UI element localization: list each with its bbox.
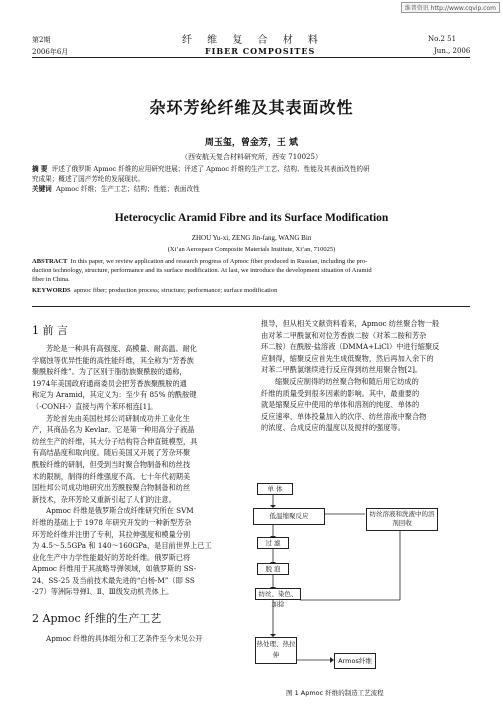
flow-box-polymerization [253, 508, 325, 525]
journal-title-cn: 纤 维 复 合 材 料 [182, 35, 324, 46]
body-line: 就是缩聚反应中使用的单体和溶剂的纯度、单体的 [261, 400, 420, 410]
body-line: 业化生产中力学性能最好的芳纶纤维。俄罗斯已将 [32, 552, 191, 562]
site-watermark: 维普资讯 http://www.cqvip.com [401, 2, 500, 13]
body-line: 报导，但从相关文献资料看来，Apmoc 纺丝聚合物一般 [261, 319, 440, 328]
issue-right: No.2 51 [428, 35, 457, 43]
body-line: 的浓度、合成反应的温度以及搅拌的强度等。 [261, 423, 405, 433]
authors: 周玉玺，曾金芳，王 斌 [204, 138, 299, 148]
section-2-line: Apmoc 纤维的具体组分和工艺条件至今未见公开 [46, 634, 203, 643]
body-line: Apmoc 纤维是俄罗斯合成纤维研究所在 SVM [46, 506, 194, 516]
body-line: 新技术，杂环芳纶又重新引起了人们的注意。 [32, 494, 176, 504]
body-line: 应制得，缩聚反应首先生成低聚物，然后再加入余下的 [261, 353, 434, 363]
english-title: Heterocyclic Aramid Fibre and its Surface Modification [114, 212, 389, 224]
keywords-label: 关键词 [32, 185, 52, 193]
body-line: 纺丝生产的纤维，其大分子结构符合伸直链模型，具 [32, 436, 198, 446]
body-line: 聚酰胺纤维”。为了区别于脂肪族聚酰胺的通称， [32, 367, 187, 377]
flow-label: 纺丝、染色、加捻 [258, 590, 298, 608]
abstract-en-line: In this paper, we review application and research progress of Apmoc fiber produced in Russian, including the pro- [70, 258, 368, 265]
flow-label: 热处理、热拉伸 [256, 640, 296, 659]
keywords-en: apmoc fiber; production process; structure; performance; surface modification [73, 287, 278, 294]
body-line: 学腐蚀等优异性能的高性能纤维，其全称为“芳香族 [32, 355, 194, 365]
flow-box-heat-treatment [255, 637, 297, 664]
abstract-en-line: fiber in China. [32, 276, 70, 283]
flow-box-spinning [255, 588, 301, 608]
flow-box-deaerate [257, 563, 289, 575]
affiliation: （西安航天复合材料研究所，西安 710025） [181, 153, 322, 161]
article-title: 杂环芳纶纤维及其表面改性 [149, 98, 354, 117]
abstract-line: 究成果；概述了国产芳纶的发展现状。 [32, 175, 145, 183]
abstract-en-label: ABSTRACT [32, 258, 68, 265]
body-line: 24、SS-25 及当前技术最先进的“白杨-M”（即 SS [32, 575, 195, 585]
flow-box-product [334, 653, 376, 669]
body-line: 酰胺纤维的研制，但受到当时聚合物制备和纺丝技 [32, 459, 191, 469]
body-line: 环芳纶纤维并注册了专利，其拉伸强度和模量分别 [32, 529, 191, 539]
flow-label: 纺丝溶液和洗液中的溶剂回收 [369, 510, 435, 527]
abstract-en-line: duction technology, structure, performance and its surface modification. At last, we introduce the development situation of Aramid [32, 267, 372, 274]
flow-box-filter [257, 537, 289, 549]
body-line: 纤维的基础上于 1978 年研究开发的一种新型芳杂 [32, 517, 192, 527]
figure-caption: 图 1 Apmoc 纤维的制造工艺流程 [286, 689, 384, 697]
keywords-cn: Apmoc 纤维；生产工艺；结构；性能；表面改性 [55, 185, 200, 193]
body-line: 产，其商品名为 Kevlar。它是第一种用高分子液晶 [32, 425, 195, 435]
body-line: 术的限制，制得的纤维强度不高。七十年代初期美 [32, 471, 191, 481]
body-line: 由对苯二甲酰氯和对位芳香族二胺（对苯二胺和芳杂 [261, 330, 427, 340]
body-line: 反应速率、单体投量加入的次序、纺丝溶液中聚合物 [261, 411, 427, 421]
flow-box-monomer [257, 483, 293, 495]
body-line: 国杜邦公司成功地研究出芳酰胺聚合物制备和纺丝 [32, 483, 191, 493]
date-left: 2006年6月 [32, 48, 69, 56]
keywords-en-label: KEYWORDS [32, 287, 71, 294]
body-line: Apmoc 纤维用于其战略导弹领域，如俄罗斯的 SS- [32, 564, 197, 574]
flow-label: 低温缩聚反应 [269, 512, 309, 520]
body-line: 有高结晶度和取向度。随后美国又开展了芳杂环聚 [32, 448, 191, 458]
body-line: 芳纶是一种具有高强度、高模量、耐高温、耐化 [46, 344, 197, 353]
flow-label: 脱 泡 [265, 565, 281, 573]
body-line: 称定为 Aramid，其定义为：至少有 85% 的酰胺键 [32, 390, 197, 400]
english-affiliation: (Xi’an Aerospace Composite Materials Institute, Xi’an, 710025) [167, 246, 336, 253]
body-line: 缩聚反应制得的纺丝聚合物和随后用它纺成的 [275, 376, 419, 386]
flow-label: 过 滤 [265, 539, 281, 547]
abstract-line: 评述了俄罗斯 Apmoc 纤维的应用研究进展；评述了 Apmoc 纤维的生产工艺、结构、性能及其表面改性的研 [51, 165, 370, 173]
body-line: （-CONH-）直接与两个苯环相连[1]。 [32, 401, 158, 411]
body-line: 1974年美国政府通商委员会把芳香族聚酰胺的通 [32, 378, 187, 388]
body-line: 芳纶首先由美国杜邦公司研制成功并工业化生 [46, 413, 190, 423]
date-right: Jun., 2006 [434, 47, 471, 55]
issue-left: 第2期 [32, 36, 51, 44]
body-line: 对苯二甲酰氯继续进行反应得到纺丝用聚合物[2]。 [261, 365, 423, 375]
body-line: -27）等洲际导弹Ⅰ、Ⅱ、Ⅲ级发动机壳体上。 [32, 587, 174, 597]
flow-label: 单 体 [267, 485, 283, 493]
section-1-title: 1 前 言 [32, 324, 68, 337]
flow-label: Armos纤维 [338, 657, 372, 665]
journal-title-en: FIBER COMPOSITES [205, 46, 316, 56]
body-line: 环二胺）在酰胺-盐溶液（DMMA+LiCl）中进行缩聚反 [261, 342, 440, 352]
english-authors: ZHOU Yu-xi, ZENG Jin-fang, WANG Bin [191, 234, 312, 242]
flow-box-solvent-recovery [366, 508, 438, 531]
abstract-label: 摘 要 [32, 165, 48, 173]
body-line: 纤维的质量受到很多因素的影响。其中，最重要的 [261, 388, 420, 398]
body-line: 为 4.5～5.5GPa 和 140～160GPa，是目前世界上已工 [32, 541, 212, 551]
section-2-title: 2 Apmoc 纤维的生产工艺 [32, 612, 162, 625]
